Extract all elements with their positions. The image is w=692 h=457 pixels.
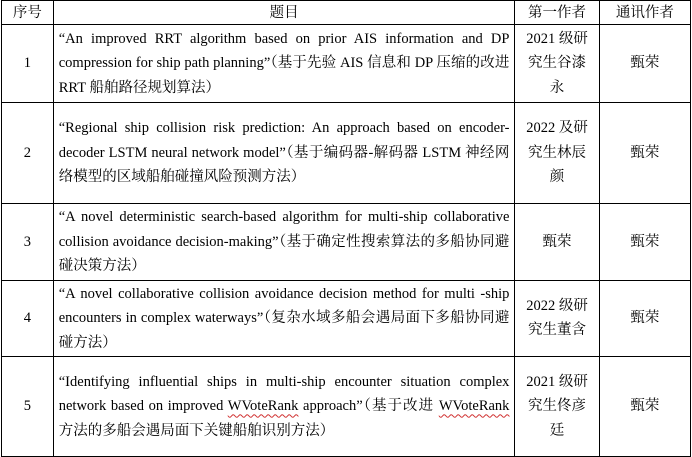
first-author: 甄荣	[515, 204, 599, 281]
header-row	[2, 1, 691, 25]
first-author: 2021 级研究生佟彦廷	[515, 357, 599, 457]
paper-title	[53, 357, 515, 457]
row-number: 4	[2, 280, 54, 357]
header-title: 题目	[53, 1, 515, 25]
corresponding-author: 甄荣	[599, 103, 690, 204]
row-number: 2	[2, 103, 54, 204]
table-row	[2, 25, 691, 103]
header-corresponding-author: 通讯作者	[599, 1, 690, 25]
table-row	[2, 280, 691, 357]
spellcheck-flagged-word: WVoteRank	[227, 398, 299, 415]
row-number: 3	[2, 204, 54, 281]
title-text: 方法的多船会遇局面下关键船舶识别方法）	[58, 422, 335, 439]
table-row	[2, 357, 691, 457]
header-no: 序号	[2, 1, 54, 25]
corresponding-author: 甄荣	[599, 204, 690, 281]
header-first-author: 第一作者	[515, 1, 599, 25]
paper-title: “Regional ship collision risk prediction: An approach based on encoder-decoder LSTM neural network model”（基于编码器-解码器 LSTM 神经网络模型的区域船舶碰撞风险预测方法）	[53, 103, 515, 204]
first-author: 2022 级研究生董含	[515, 280, 599, 357]
row-number: 5	[2, 357, 54, 457]
paper-title: “A novel collaborative collision avoidance decision method for multi -ship encounters in complex waterways”（复杂水域多船会遇局面下多船协同避碰方法）	[53, 280, 515, 357]
table-row	[2, 204, 691, 281]
first-author: 2021 级研究生谷漆永	[515, 25, 599, 103]
title-text: approach”（基于改进	[298, 398, 439, 415]
paper-title: “A novel deterministic search-based algorithm for multi-ship collaborative collision avoidance decision-making”（基于确定性搜索算法的多船协同避碰决策方法）	[53, 204, 515, 281]
corresponding-author: 甄荣	[599, 280, 690, 357]
spellcheck-flagged-word: WVoteRank	[438, 398, 510, 415]
paper-title: “An improved RRT algorithm based on prior AIS information and DP compression for ship path planning”（基于先验 AIS 信息和 DP 压缩的改进 RRT 船舶路径规划算法）	[53, 25, 515, 103]
corresponding-author: 甄荣	[599, 357, 690, 457]
corresponding-author: 甄荣	[599, 25, 690, 103]
table-row	[2, 103, 691, 204]
title-text: “Identifying influential ships in multi-ship encounter situation complex network based on improved	[58, 373, 510, 415]
publications-table	[1, 0, 691, 457]
row-number: 1	[2, 25, 54, 103]
first-author: 2022 及研究生林辰颜	[515, 103, 599, 204]
